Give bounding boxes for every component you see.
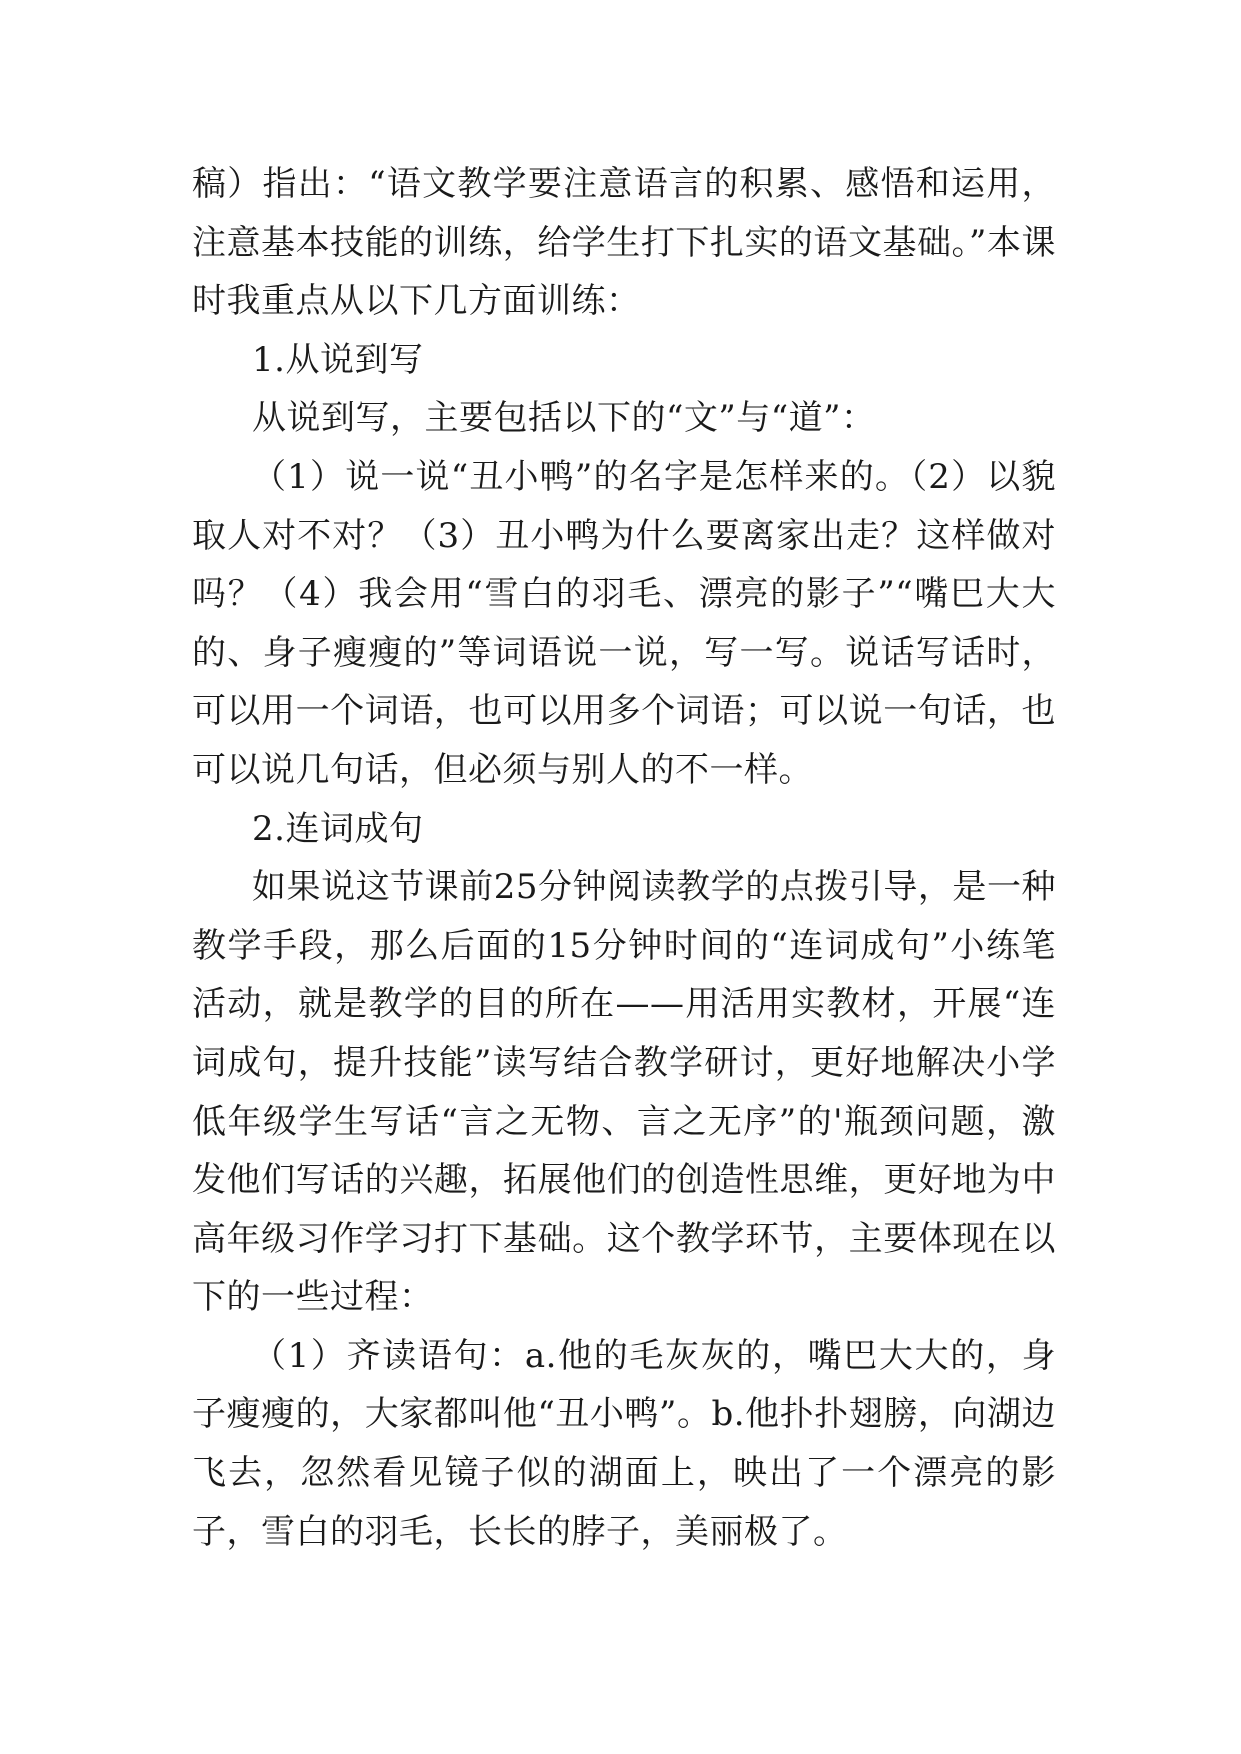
heading-from-speaking-to-writing: 1.从说到写 [252, 339, 424, 380]
paragraph-sentence-building: 如果说这节课前25分钟阅读教学的点拨引导，是一种教学手段，那么后面的15分钟时间的“连词成句”小练笔活动，就是教学的目的所在——用活用实教材，开展“连词成句，提升技能”读写结合教学研讨，更好地解决小学低年级学生写话“言之无物、言之无序”的'瓶颈问题，激发他们写话的兴趣，拓展他们的创造性思维，更好地为中高年级习作学习打下基础。这个教学环节，主要体现在以下的一些过程： [192, 867, 1056, 1318]
paragraph-speaking-questions: （1）说一说“丑小鸭”的名字是怎样来的。（2）以貌取人对不对？（3）丑小鸭为什么要离家出走？这样做对吗？（4）我会用“雪白的羽毛、漂亮的影子”“嘴巴大大的、身子瘦瘦的”等词语说一说，写一写。说话写话时，可以用一个词语，也可以用多个词语；可以说一句话，也可以说几句话，但必须与别人的不一样。 [192, 456, 1056, 790]
heading-sentence-building: 2.连词成句 [252, 808, 424, 849]
document-body [192, 155, 1056, 1561]
paragraph-speaking-writing-summary: 从说到写，主要包括以下的“文”与“道”： [252, 398, 876, 439]
paragraph-intro: 稿）指出：“语文教学要注意语言的积累、感悟和运用，注意基本技能的训练，给学生打下扎实的语文基础。”本课时我重点从以下几方面训练： [192, 164, 1056, 322]
paragraph-reading-sentences: （1）齐读语句：a.他的毛灰灰的，嘴巴大大的，身子瘦瘦的，大家都叫他“丑小鸭”。b.他扑扑翅膀，向湖边飞去，忽然看见镜子似的湖面上，映出了一个漂亮的影子，雪白的羽毛，长长的脖子，美丽极了。 [192, 1335, 1056, 1552]
